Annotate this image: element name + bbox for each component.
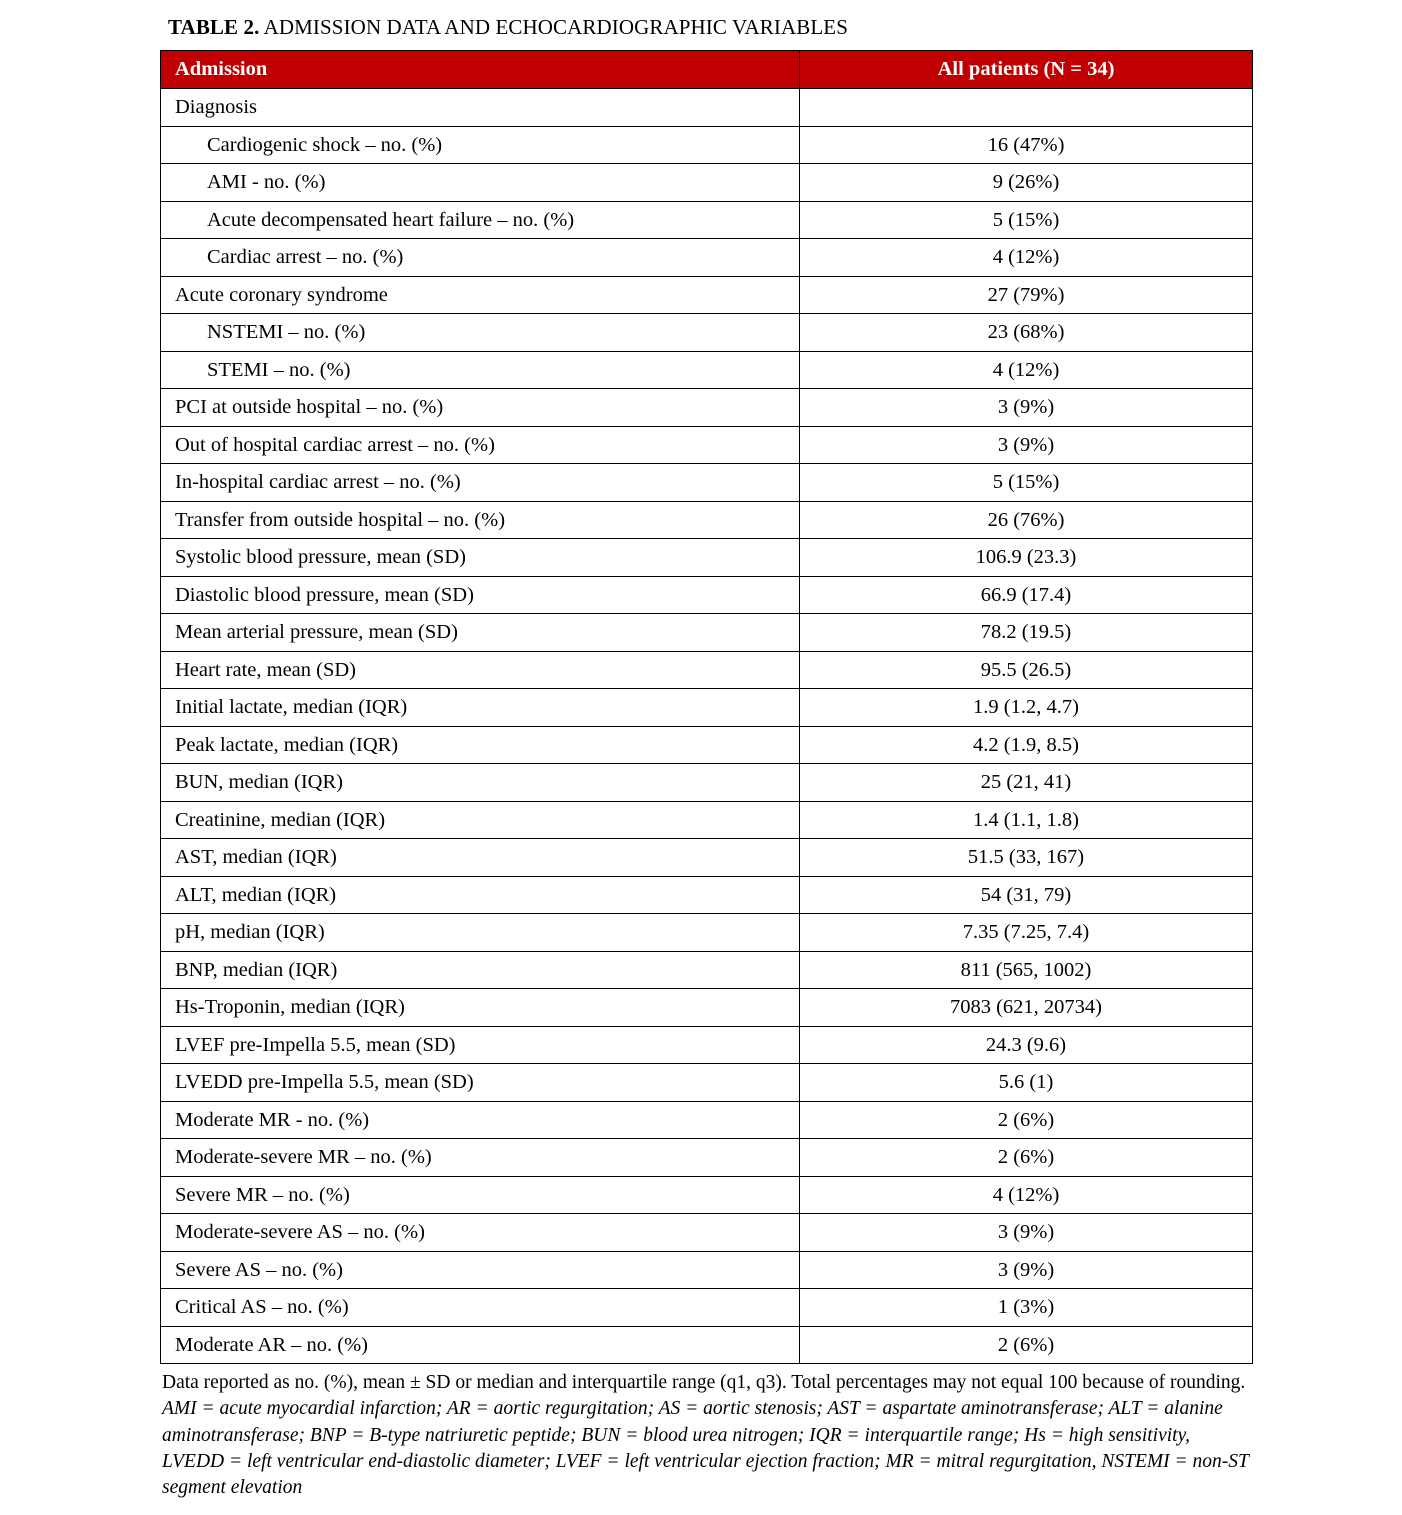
table-row bbox=[161, 1326, 1253, 1364]
row-label: Transfer from outside hospital – no. (%) bbox=[161, 501, 800, 539]
row-label: Severe AS – no. (%) bbox=[161, 1251, 800, 1289]
row-label: Moderate MR - no. (%) bbox=[161, 1101, 800, 1139]
table-row bbox=[161, 576, 1253, 614]
table-row bbox=[161, 651, 1253, 689]
table-row bbox=[161, 1026, 1253, 1064]
table-row bbox=[161, 801, 1253, 839]
table-row bbox=[161, 1176, 1253, 1214]
row-value: 54 (31, 79) bbox=[800, 876, 1253, 914]
row-label: Peak lactate, median (IQR) bbox=[161, 726, 800, 764]
table-row bbox=[161, 164, 1253, 202]
row-value: 7083 (621, 20734) bbox=[800, 989, 1253, 1027]
row-label: Moderate AR – no. (%) bbox=[161, 1326, 800, 1364]
row-value: 3 (9%) bbox=[800, 1214, 1253, 1252]
row-value: 2 (6%) bbox=[800, 1326, 1253, 1364]
table-row bbox=[161, 689, 1253, 727]
row-value: 1.4 (1.1, 1.8) bbox=[800, 801, 1253, 839]
row-label: LVEF pre-Impella 5.5, mean (SD) bbox=[161, 1026, 800, 1064]
table-row bbox=[161, 876, 1253, 914]
table-row bbox=[161, 239, 1253, 277]
row-value: 5.6 (1) bbox=[800, 1064, 1253, 1102]
table-row bbox=[161, 1251, 1253, 1289]
table-row bbox=[161, 539, 1253, 577]
row-value: 3 (9%) bbox=[800, 389, 1253, 427]
row-label: Cardiac arrest – no. (%) bbox=[161, 239, 800, 277]
row-label: BUN, median (IQR) bbox=[161, 764, 800, 802]
table-row bbox=[161, 201, 1253, 239]
row-value: 5 (15%) bbox=[800, 201, 1253, 239]
row-label: Cardiogenic shock – no. (%) bbox=[161, 126, 800, 164]
column-header-all-patients: All patients (N = 34) bbox=[800, 51, 1253, 89]
row-value: 24.3 (9.6) bbox=[800, 1026, 1253, 1064]
table-caption-label: TABLE 2. bbox=[168, 15, 260, 39]
row-value: 3 (9%) bbox=[800, 1251, 1253, 1289]
row-value: 811 (565, 1002) bbox=[800, 951, 1253, 989]
table-row bbox=[161, 989, 1253, 1027]
table-row bbox=[161, 1101, 1253, 1139]
row-label: Systolic blood pressure, mean (SD) bbox=[161, 539, 800, 577]
row-label: In-hospital cardiac arrest – no. (%) bbox=[161, 464, 800, 502]
table-header bbox=[161, 51, 1253, 89]
row-value: 106.9 (23.3) bbox=[800, 539, 1253, 577]
row-value: 23 (68%) bbox=[800, 314, 1253, 352]
table-caption bbox=[168, 14, 1252, 40]
row-value: 5 (15%) bbox=[800, 464, 1253, 502]
column-header-admission: Admission bbox=[161, 51, 800, 89]
row-label: Diastolic blood pressure, mean (SD) bbox=[161, 576, 800, 614]
row-value: 2 (6%) bbox=[800, 1101, 1253, 1139]
table-row bbox=[161, 1139, 1253, 1177]
row-value: 66.9 (17.4) bbox=[800, 576, 1253, 614]
table-row bbox=[161, 501, 1253, 539]
row-value: 51.5 (33, 167) bbox=[800, 839, 1253, 877]
row-label: LVEDD pre-Impella 5.5, mean (SD) bbox=[161, 1064, 800, 1102]
table-row bbox=[161, 426, 1253, 464]
row-label: BNP, median (IQR) bbox=[161, 951, 800, 989]
row-value: 26 (76%) bbox=[800, 501, 1253, 539]
row-value: 1.9 (1.2, 4.7) bbox=[800, 689, 1253, 727]
row-label: Acute decompensated heart failure – no. (%) bbox=[161, 201, 800, 239]
table-row bbox=[161, 276, 1253, 314]
row-label: Moderate-severe AS – no. (%) bbox=[161, 1214, 800, 1252]
table-row bbox=[161, 464, 1253, 502]
table-row bbox=[161, 951, 1253, 989]
table-row bbox=[161, 764, 1253, 802]
row-value: 4.2 (1.9, 8.5) bbox=[800, 726, 1253, 764]
row-label: Initial lactate, median (IQR) bbox=[161, 689, 800, 727]
row-value: 16 (47%) bbox=[800, 126, 1253, 164]
table-row bbox=[161, 614, 1253, 652]
table-row bbox=[161, 1064, 1253, 1102]
row-label: Severe MR – no. (%) bbox=[161, 1176, 800, 1214]
row-label: NSTEMI – no. (%) bbox=[161, 314, 800, 352]
row-label: AMI - no. (%) bbox=[161, 164, 800, 202]
row-label: Diagnosis bbox=[161, 89, 800, 127]
row-value: 95.5 (26.5) bbox=[800, 651, 1253, 689]
row-value: 7.35 (7.25, 7.4) bbox=[800, 914, 1253, 952]
table-row bbox=[161, 89, 1253, 127]
row-label: Acute coronary syndrome bbox=[161, 276, 800, 314]
table-row bbox=[161, 389, 1253, 427]
row-label: pH, median (IQR) bbox=[161, 914, 800, 952]
row-label: Heart rate, mean (SD) bbox=[161, 651, 800, 689]
row-value: 4 (12%) bbox=[800, 351, 1253, 389]
admission-data-table bbox=[160, 50, 1253, 1364]
row-label: Mean arterial pressure, mean (SD) bbox=[161, 614, 800, 652]
row-label: Creatinine, median (IQR) bbox=[161, 801, 800, 839]
row-label: Critical AS – no. (%) bbox=[161, 1289, 800, 1327]
table-row bbox=[161, 914, 1253, 952]
row-value: 9 (26%) bbox=[800, 164, 1253, 202]
table-header-row bbox=[161, 51, 1253, 89]
footnote-abbreviations: AMI = acute myocardial infarction; AR = aortic regurgitation; AS = aortic stenosis; AST = aspartate aminotransferase; ALT = alanine aminotransferase; BNP = B-type natriuretic peptide; BUN = blood urea nitrogen; IQR = interquartile range; Hs = high sensitivity, LVEDD = left ventricular end-diastolic diameter; LVEF = left ventricular ejection fraction; MR = mitral regurgitation, NSTEMI = non-ST segment elevation bbox=[162, 1398, 1249, 1498]
table-row bbox=[161, 726, 1253, 764]
table-body bbox=[161, 89, 1253, 1364]
row-value: 3 (9%) bbox=[800, 426, 1253, 464]
table-row bbox=[161, 839, 1253, 877]
table-row bbox=[161, 126, 1253, 164]
row-value: 27 (79%) bbox=[800, 276, 1253, 314]
row-value: 4 (12%) bbox=[800, 1176, 1253, 1214]
row-label: STEMI – no. (%) bbox=[161, 351, 800, 389]
row-value bbox=[800, 89, 1253, 127]
table-row bbox=[161, 1214, 1253, 1252]
table-row bbox=[161, 1289, 1253, 1327]
row-label: ALT, median (IQR) bbox=[161, 876, 800, 914]
footnote-lead: Data reported as no. (%), mean ± SD or median and interquartile range (q1, q3). Total percentages may not equal 100 because of rounding. bbox=[162, 1372, 1246, 1394]
row-value: 2 (6%) bbox=[800, 1139, 1253, 1177]
table-row bbox=[161, 351, 1253, 389]
table-caption-text: ADMISSION DATA AND ECHOCARDIOGRAPHIC VARIABLES bbox=[259, 15, 849, 39]
row-label: Moderate-severe MR – no. (%) bbox=[161, 1139, 800, 1177]
row-value: 78.2 (19.5) bbox=[800, 614, 1253, 652]
row-value: 1 (3%) bbox=[800, 1289, 1253, 1327]
row-label: PCI at outside hospital – no. (%) bbox=[161, 389, 800, 427]
row-value: 4 (12%) bbox=[800, 239, 1253, 277]
table-footnote bbox=[162, 1370, 1254, 1501]
row-label: AST, median (IQR) bbox=[161, 839, 800, 877]
row-label: Hs-Troponin, median (IQR) bbox=[161, 989, 800, 1027]
row-label: Out of hospital cardiac arrest – no. (%) bbox=[161, 426, 800, 464]
row-value: 25 (21, 41) bbox=[800, 764, 1253, 802]
table-row bbox=[161, 314, 1253, 352]
